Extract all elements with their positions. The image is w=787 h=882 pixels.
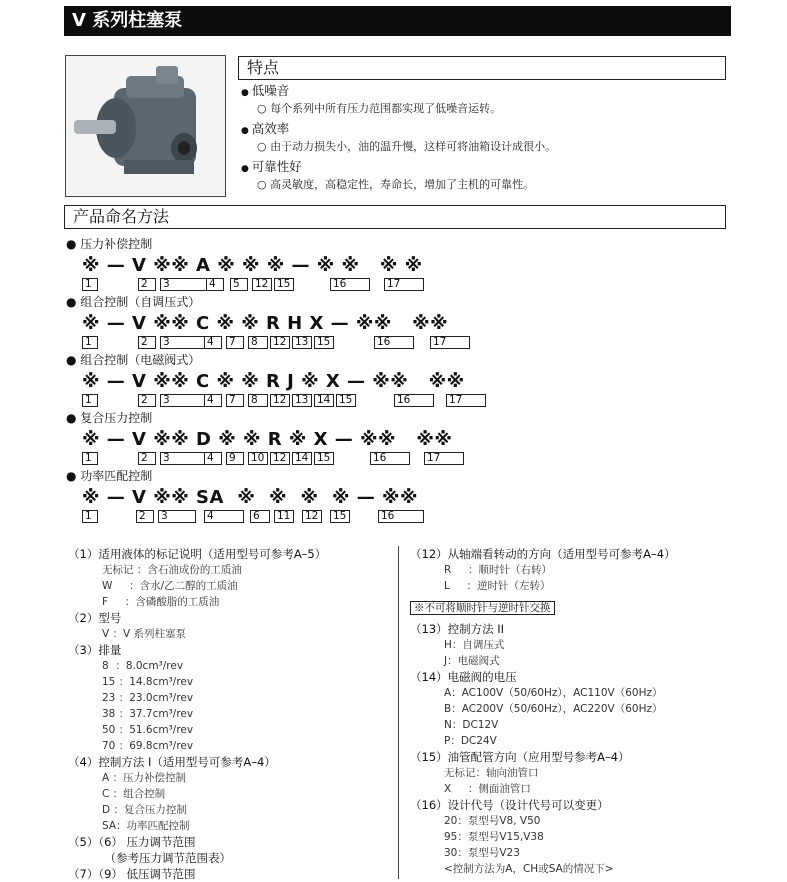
code-box: 16 [378,510,424,523]
model-code: ※ — V ※※ D ※ ※ R ※ X — ※※ ※※ [82,429,453,450]
legend-item: 23 ：23.0cm³/rev [102,692,194,704]
code-box: 15 [274,278,294,291]
right-legend-column [410,546,730,877]
circle-icon: ○ [257,178,271,191]
control-label: ● 功率匹配控制 [66,469,153,483]
bullet-icon: ● [241,164,252,174]
naming-heading: 产品命名方法 [64,205,726,229]
code-box: 2 [138,394,156,407]
legend-heading: （参考压力调节范围表） [68,851,232,865]
circle-icon: ○ [257,140,271,153]
legend-item: 70 ：69.8cm³/rev [102,740,194,752]
code-box: 7 [226,394,244,407]
code-box: 4 [204,510,244,523]
legend-item: 无标记 ：含石油成份的工质油 [102,564,242,576]
code-box: 8 [248,336,268,349]
code-box: 17 [424,452,464,465]
legend-item: 50 ：51.6cm³/rev [102,724,194,736]
legend-heading: （2）型号 [68,611,122,625]
code-box: 3 [160,452,210,465]
legend-heading: （4）控制方法 I（适用型号可参考A–4） [68,755,276,769]
legend-item: B：AC200V（50/60Hz），AC220V（60Hz） [444,703,663,715]
code-box: 4 [204,452,222,465]
legend-heading: （5）（6） 压力调节范围 [68,835,196,849]
legend-item: 95：泵型号V15,V38 [444,831,544,843]
pump-image-icon [66,56,225,196]
feature-desc: ○ 高灵敏度，高稳定性，寿命长，增加了主机的可靠性。 [257,178,535,191]
legend-heading: （16）设计代号（设计代号可以变更） [410,798,609,812]
legend-item: 无标记：轴向油管口 [444,767,539,779]
bullet-icon: ● [241,126,252,136]
legend-item: A：AC100V（50/60Hz），AC110V（60Hz） [444,687,663,699]
legend-heading: （3）排量 [68,643,122,657]
legend-item: F ：含磷酸脂的工质油 [102,596,220,608]
code-box: 5 [230,278,248,291]
code-box: 4 [206,278,224,291]
naming-controls [64,236,726,536]
legend-item: C ：组合控制 [102,788,166,800]
model-code: ※ — V ※※ C ※ ※ R J ※ X — ※※ ※※ [82,371,465,392]
code-box: 10 [248,452,268,465]
code-box: 2 [138,452,156,465]
page-title: V 系列柱塞泵 [64,6,731,36]
legend-item: N：DC12V [444,719,499,731]
code-box: 2 [136,510,154,523]
code-box: 17 [430,336,470,349]
code-box: 12 [270,452,290,465]
code-box: 7 [226,336,244,349]
code-box: 1 [82,394,98,407]
legend-item: SA：功率匹配控制 [102,820,190,832]
legend-item: L ：逆时针（左转） [444,580,551,592]
code-box: 12 [252,278,272,291]
features-list [241,83,721,193]
legend-item: P：DC24V [444,735,497,747]
pump-photo [65,55,226,197]
legend-item: 15 ：14.8cm³/rev [102,676,194,688]
feature-item: ● 高效率 [241,121,290,136]
code-box: 14 [314,394,334,407]
code-box: 15 [314,452,334,465]
code-box: 16 [330,278,370,291]
legend-item: <控制方法为A，CH或SA的情况下> [444,863,614,875]
code-box: 11 [274,510,294,523]
model-code: ※ — V ※※ SA ※ ※ ※ ※ — ※※ [82,487,419,508]
legend-heading: （13）控制方法 II [410,622,505,636]
code-box: 14 [292,452,312,465]
legend-item: 20：泵型号V8, V50 [444,815,541,827]
legend-item: A ：压力补偿控制 [102,772,187,784]
legend-item: H：自调压式 [444,639,505,651]
legend-heading: （7）（9） 低压调节范围 [68,867,196,881]
control-label: ● 组合控制（自调压式） [66,295,201,309]
legend-item: 38 ：37.7cm³/rev [102,708,194,720]
legend-heading: （14）电磁阀的电压 [410,670,517,684]
control-label: ● 复合压力控制 [66,411,153,425]
code-box: 9 [226,452,244,465]
model-code: ※ — V ※※ A ※ ※ ※ — ※ ※ ※ ※ [82,255,423,276]
code-box: 15 [336,394,356,407]
code-box: 12 [302,510,322,523]
left-legend-column [68,546,393,882]
model-code: ※ — V ※※ C ※ ※ R H X — ※※ ※※ [82,313,449,334]
code-box: 12 [270,336,290,349]
code-box: 16 [374,336,414,349]
code-box: 17 [384,278,424,291]
features-heading: 特点 [238,56,726,80]
code-box: 13 [292,336,312,349]
code-box: 1 [82,278,98,291]
code-box: 1 [82,336,98,349]
warning-note: ※不可将顺时针与逆时针交换 [410,601,555,615]
legend-item: 30：泵型号V23 [444,847,520,859]
code-box: 3 [160,336,210,349]
legend-item: R ：顺时针（右转） [444,564,552,576]
code-box: 17 [446,394,486,407]
bullet-icon: ● [241,88,252,98]
feature-desc: ○ 每个系列中所有压力范围都实现了低噪音运转。 [257,102,502,115]
code-box: 12 [270,394,290,407]
code-box: 3 [160,278,210,291]
circle-icon: ○ [257,102,271,115]
legend-heading: （12）从轴端看转动的方向（适用型号可参考A–4） [410,547,676,561]
legend-item: D ：复合压力控制 [102,804,187,816]
code-box: 3 [158,510,196,523]
column-divider [398,546,399,879]
feature-desc: ○ 由于动力损失小，油的温升慢，这样可将油箱设计成很小。 [257,140,557,153]
code-box: 2 [138,278,156,291]
legend-item: V ：V 系列柱塞泵 [102,628,187,640]
code-box: 16 [370,452,410,465]
code-box: 15 [314,336,334,349]
code-box: 1 [82,452,98,465]
code-box: 15 [330,510,350,523]
feature-item: ● 低噪音 [241,83,290,98]
legend-item: J：电磁阀式 [444,655,500,667]
legend-item: W ：含水/乙二醇的工质油 [102,580,238,592]
feature-item: ● 可靠性好 [241,159,302,174]
code-box: 4 [204,336,222,349]
code-box: 1 [82,510,98,523]
control-label: ● 组合控制（电磁阀式） [66,353,201,367]
code-box: 4 [204,394,222,407]
code-box: 3 [160,394,210,407]
code-box: 2 [138,336,156,349]
legend-item: 8 ：8.0cm³/rev [102,660,184,672]
legend-heading: （15）油管配管方向（应用型号参考A–4） [410,750,630,764]
control-label: ● 压力补偿控制 [66,237,153,251]
code-box: 8 [248,394,268,407]
legend-heading: （1）适用液体的标记说明（适用型号可参考A–5） [68,547,327,561]
code-box: 16 [394,394,434,407]
legend-item: X ：侧面油管口 [444,783,531,795]
code-box: 6 [250,510,270,523]
code-box: 13 [292,394,312,407]
